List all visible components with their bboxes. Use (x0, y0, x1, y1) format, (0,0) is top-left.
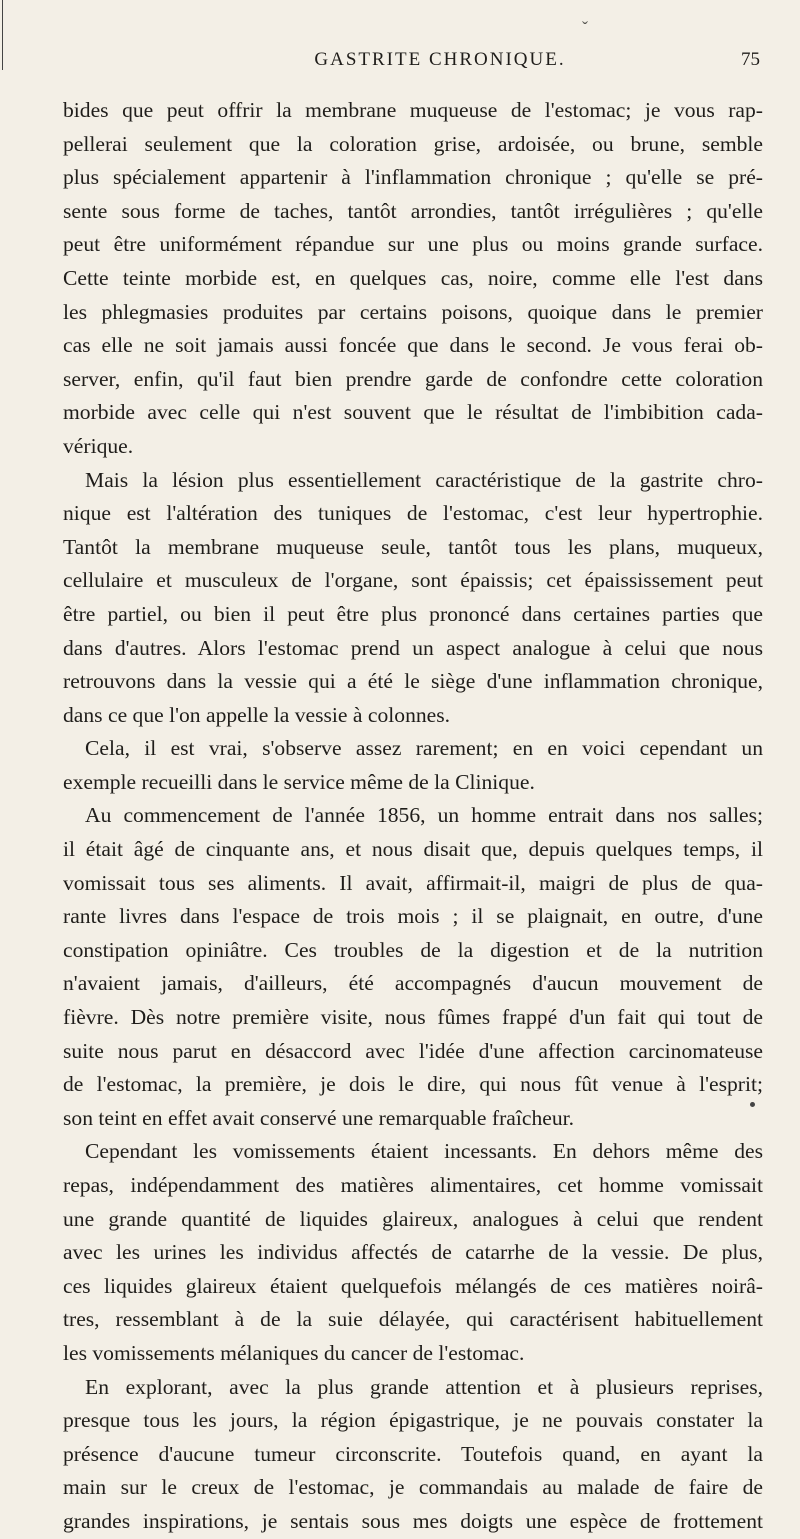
text-line: ces liquides glaireux étaient quelquefois mélangés de ces matières noirâ- (63, 1273, 763, 1298)
text-line: presque tous les jours, la région épigastrique, je ne pouvais constater la (63, 1408, 763, 1433)
text-line: tres, ressemblant à de la suie délayée, qui caractérisent habituellement (63, 1307, 763, 1332)
text-line: server, enfin, qu'il faut bien prendre garde de confondre cette coloration (63, 366, 763, 391)
text-line: une grande quantité de liquides glaireux, analogues à celui que rendent (63, 1206, 763, 1231)
text-line: Mais la lésion plus essentiellement caractéristique de la gastrite chro- (85, 467, 763, 492)
text-line: morbide avec celle qui n'est souvent que le résultat de l'imbibition cada- (63, 400, 763, 425)
text-line: dans d'autres. Alors l'estomac prend un aspect analogue à celui que nous (63, 635, 763, 660)
text-line: vomissait tous ses aliments. Il avait, affirmait-il, maigri de plus de qua- (63, 870, 763, 895)
text-line: bides que peut offrir la membrane muqueuse de l'estomac; je vous rap- (63, 98, 763, 122)
ink-speck (750, 1102, 755, 1107)
body-text (63, 94, 763, 1539)
text-line: Au commencement de l'année 1856, un homme entrait dans nos salles; (85, 803, 763, 828)
text-line: fièvre. Dès notre première visite, nous fûmes frappé d'un fait qui tout de (63, 1005, 763, 1030)
running-title: GASTRITE CHRONIQUE. (314, 49, 566, 70)
text-line: vérique. (63, 433, 134, 458)
ink-mark: ˇ (582, 18, 588, 38)
text-line: nique est l'altération des tuniques de l'estomac, c'est leur hypertrophie. (63, 501, 763, 526)
text-line: Tantôt la membrane muqueuse seule, tantôt tous les plans, muqueux, (63, 534, 763, 559)
text-line: les phlegmasies produites par certains poisons, quoique dans le premier (63, 299, 763, 324)
text-line: dans ce que l'on appelle la vessie à colonnes. (63, 702, 451, 727)
text-line: de l'estomac, la première, je dois le dire, qui nous fût venue à l'esprit; (63, 1072, 763, 1097)
text-line: cellulaire et musculeux de l'organe, sont épaissis; cet épaississement peut (63, 568, 763, 593)
text-line: Cette teinte morbide est, en quelques cas, noire, comme elle l'est dans (63, 265, 763, 290)
text-line: son teint en effet avait conservé une remarquable fraîcheur. (63, 1105, 575, 1130)
text-line: n'avaient jamais, d'ailleurs, été accompagnés d'aucun mouvement de (63, 971, 763, 996)
page-edge-line (2, 0, 3, 70)
text-line: Cela, il est vrai, s'observe assez rarement; en en voici cependant un (85, 736, 763, 761)
text-line: présence d'aucune tumeur circonscrite. Toutefois quand, en ayant la (63, 1441, 763, 1466)
text-line: rante livres dans l'espace de trois mois ; il se plaignait, en outre, d'une (63, 904, 763, 929)
text-line: être partiel, ou bien il peut être plus prononcé dans certaines parties que (63, 601, 763, 626)
text-line: les vomissements mélaniques du cancer de l'estomac. (63, 1340, 525, 1365)
text-line: retrouvons dans la vessie qui a été le siège d'une inflammation chronique, (63, 669, 763, 694)
text-line: avec les urines les individus affectés de catarrhe de la vessie. De plus, (63, 1240, 763, 1265)
text-line: cas elle ne soit jamais aussi foncée que dans le second. Je vous ferai ob- (63, 333, 763, 358)
text-line: grandes inspirations, je sentais sous mes doigts une espèce de frottement (63, 1508, 763, 1533)
text-line: constipation opiniâtre. Ces troubles de la digestion et de la nutrition (63, 937, 763, 962)
text-line: il était âgé de cinquante ans, et nous disait que, depuis quelques temps, il (63, 837, 763, 862)
text-line: repas, indépendamment des matières alimentaires, cet homme vomissait (63, 1173, 763, 1197)
text-line: exemple recueilli dans le service même de la Clinique. (63, 769, 535, 794)
text-line: pellerai seulement que la coloration grise, ardoisée, ou brune, semble (63, 131, 763, 156)
page-number: 75 (741, 49, 760, 70)
text-line: peut être uniformément répandue sur une plus ou moins grande surface. (63, 232, 763, 257)
text-line: suite nous parut en désaccord avec l'idée d'une affection carcinomateuse (63, 1038, 763, 1063)
running-head (110, 49, 770, 79)
text-line: plus spécialement appartenir à l'inflammation chronique ; qu'elle se pré- (63, 165, 763, 190)
text-line: sente sous forme de taches, tantôt arrondies, tantôt irrégulières ; qu'elle (63, 198, 763, 223)
text-line: Cependant les vomissements étaient incessants. En dehors même des (85, 1139, 763, 1164)
text-line: En explorant, avec la plus grande attention et à plusieurs reprises, (85, 1374, 763, 1399)
text-line: main sur le creux de l'estomac, je commandais au malade de faire de (63, 1475, 763, 1500)
